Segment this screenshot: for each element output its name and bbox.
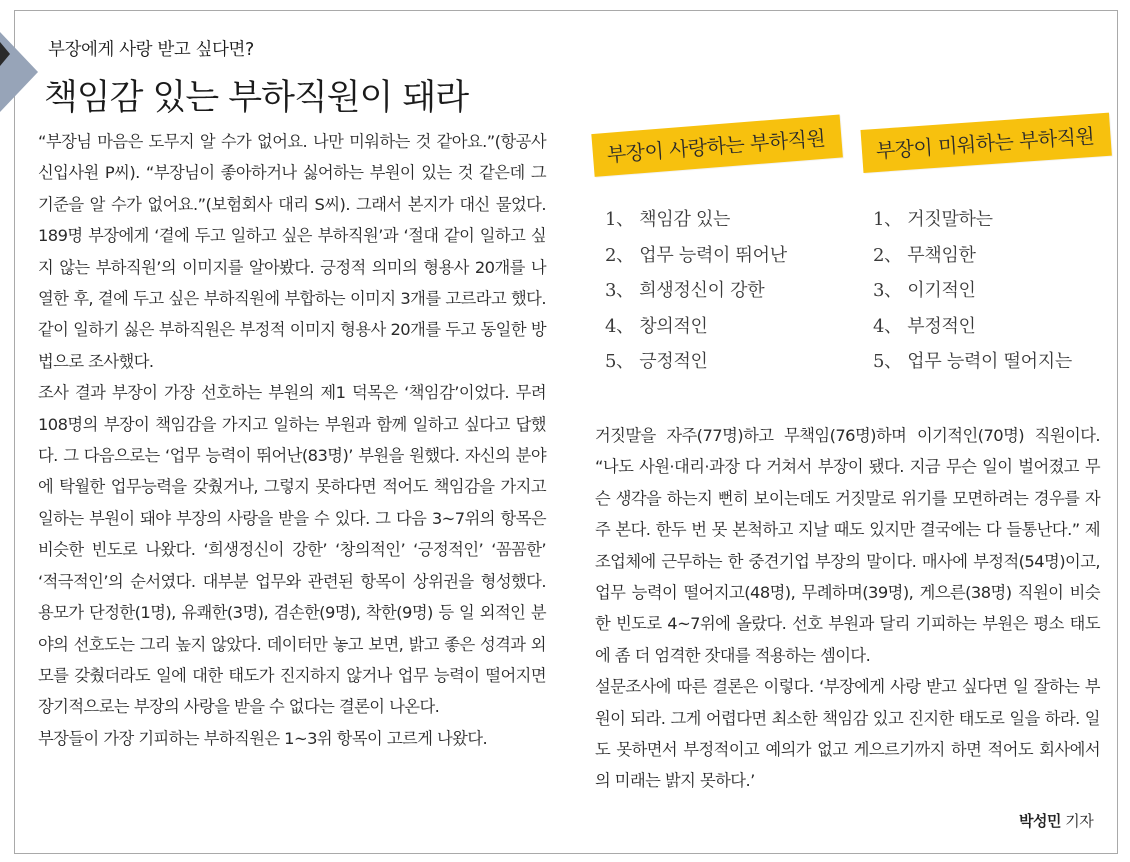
list-item: 5、 긍정적인 (605, 351, 708, 372)
body-paragraph: “부장님 마음은 도무지 알 수가 없어요. 나만 미워하는 것 같아요.”(항공사 신입사원 P씨). “부장님이 좋아하거나 싫어하는 부원이 있는 것 같은데 그 기준을 알 수가 없어요.”(보험회사 대리 S씨). 그래서 본지가 대신 물었다. 189명 부장에게 ‘곁에 두고 일하고 싶은 부하직원’과 ‘절대 같이 일하고 싶지 않는 부하직원’의 이미지를 알아봤다. 긍정적 의미의 형용사 20개를 나열한 후, 곁에 두고 싶은 부하직원에 부합하는 이미지 3개를 고르라고 했다. 같이 일하기 싫은 부하직원은 부정적 이미지 형용사 20개를 두고 동일한 방법으로 조사했다. (38, 132, 546, 371)
body-paragraph: 설문조사에 따른 결론은 이렇다. ‘부장에게 사랑 받고 싶다면 일 잘하는 부원이 되라. 그게 어렵다면 최소한 책임감 있고 진지한 태도로 일을 하라. 일도 못하면서 부정적이고 예의가 없고 게으르기까지 하면 적어도 회사에서의 미래는 밝지 못하다.’ (595, 677, 1100, 791)
byline-role: 기자 (1060, 812, 1094, 830)
list-item: 1、 거짓말하는 (873, 209, 993, 230)
list-item: 4、 부정적인 (873, 315, 976, 337)
list-item: 5、 업무 능력이 떨어지는 (873, 351, 1072, 372)
list-item: 2、 업무 능력이 뛰어난 (605, 244, 787, 266)
loved-heading-tag: 부장이 사랑하는 부하직원 (591, 115, 842, 177)
list-item: 2、 무책임한 (873, 244, 976, 266)
list-item: 3、 이기적인 (873, 280, 976, 301)
body-paragraph: 거짓말을 자주(77명)하고 무책임(76명)하며 이기적인(70명) 직원이다. “나도 사원·대리·과장 다 거쳐서 부장이 됐다. 지금 무슨 일이 벌어졌고 무슨 생각을 하는지 뻔히 보이는데도 거짓말로 위기를 모면하려는 경우를 자주 본다. 한두 번 못 본척하고 지날 때도 있지만 결국에는 다 들통난다.” 제조업체에 근무하는 한 중견기업 부장의 말이다. 매사에 부정적(54명)이고, 업무 능력이 떨어지고(48명), 무례하며(39명), 게으른(38명) 직원이 비슷한 빈도로 4∼7위에 올랐다. 선호 부원과 달리 기피하는 부원은 평소 태도에 좀 더 엄격한 잣대를 적용하는 셈이다. (595, 426, 1100, 665)
article-title: 책임감 있는 부하직원이 돼라 (44, 78, 469, 118)
byline (1019, 810, 1093, 831)
loved-list (605, 202, 787, 380)
left-column (38, 126, 546, 754)
article-subtitle: 부장에게 사랑 받고 싶다면? (48, 40, 254, 60)
right-column (595, 420, 1100, 797)
body-paragraph: 부장들이 가장 기피하는 부하직원은 1∼3위 항목이 고르게 나왔다. (38, 728, 488, 748)
hated-heading-tag: 부장이 미워하는 부하직원 (861, 113, 1112, 173)
list-item: 3、 희생정신이 강한 (605, 280, 765, 301)
corner-notch-decoration (0, 42, 10, 66)
list-item: 1、 책임감 있는 (605, 209, 731, 230)
list-item: 4、 창의적인 (605, 315, 708, 337)
body-paragraph: 조사 결과 부장이 가장 선호하는 부원의 제1 덕목은 ‘책임감’이었다. 무려 108명의 부장이 책임감을 가지고 일하는 부원과 함께 일하고 싶다고 답했다. 그 다음으로는 ‘업무 능력이 뛰어난(83명)’ 부원을 원했다. 자신의 분야에 탁월한 업무능력을 갖췄거나, 그렇지 못하다면 적어도 책임감을 가지고 일하는 부원이 돼야 부장의 사랑을 받을 수 있다. 그 다음 3∼7위의 항목은 비슷한 빈도로 나왔다. ‘희생정신이 강한’ ‘창의적인’ ‘긍정적인’ ‘꼼꼼한’ ‘적극적인’의 순서였다. 대부분 업무와 관련된 항목이 상위권을 형성했다. 용모가 단정한(1명), 유쾌한(3명), 겸손한(9명), 착한(9명) 등 일 외적인 분야의 선호도는 그리 높지 않았다. 데이터만 놓고 보면, 밝고 좋은 성격과 외모를 갖췄더라도 일에 대한 태도가 진지하지 않거나 업무 능력이 떨어지면 장기적으로는 부장의 사랑을 받을 수 없다는 결론이 나온다. (38, 383, 546, 717)
byline-name: 박성민 (1019, 812, 1061, 830)
hated-list (873, 202, 1072, 380)
